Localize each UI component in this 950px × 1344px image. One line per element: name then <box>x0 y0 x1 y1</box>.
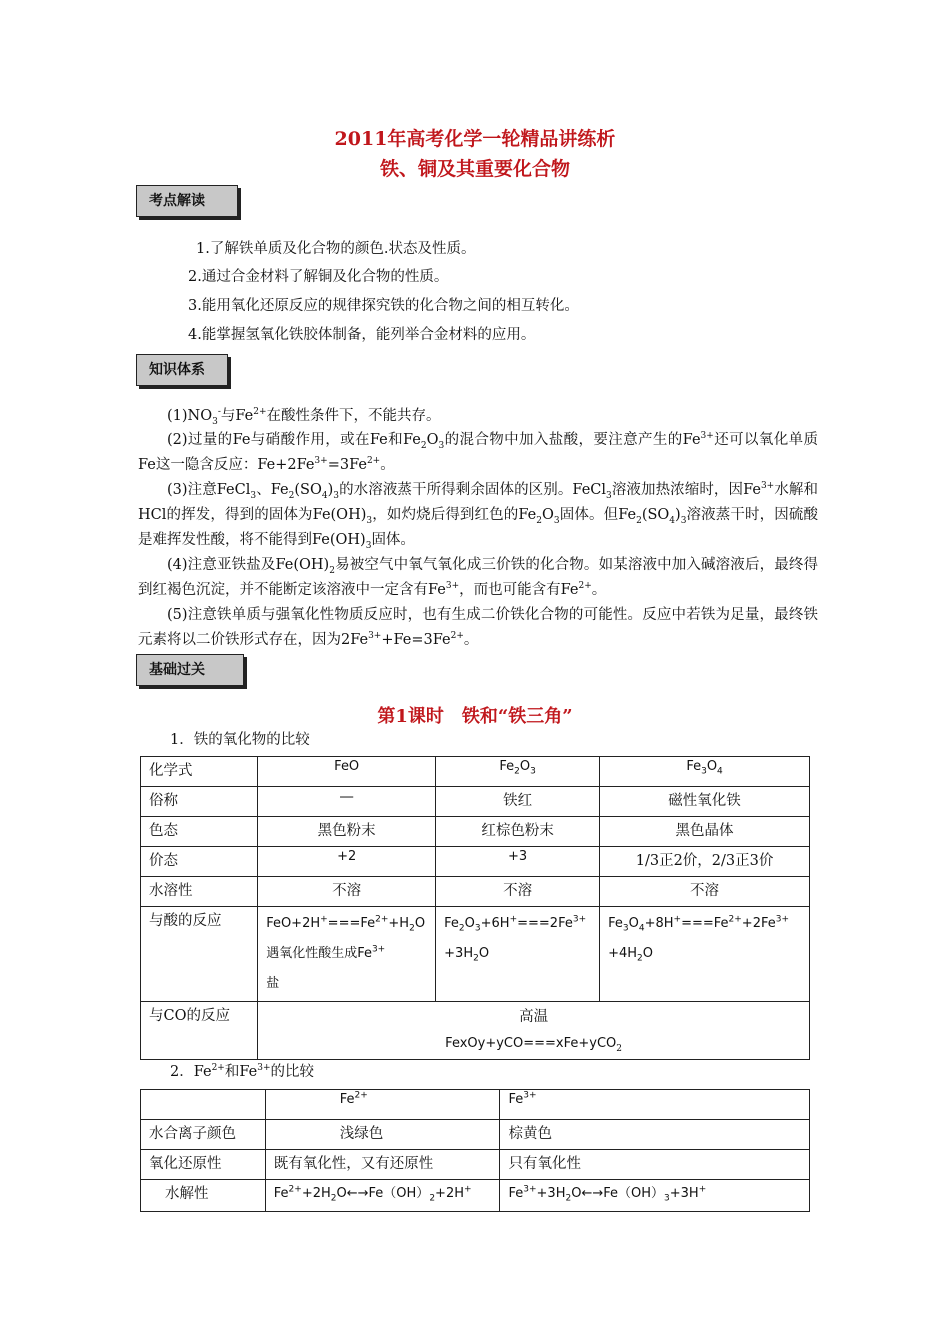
table-cell: $Fe_2O_3+6H^+===2Fe^{3+}$ $+3H_2O$ <box>436 907 600 1002</box>
table-cell: 红棕色粉末 <box>436 817 600 847</box>
table-cell: 与酸的反应 <box>141 907 258 1002</box>
table-row <box>141 847 810 877</box>
table-row <box>141 877 810 907</box>
table1-caption: 1．铁的氧化物的比较 <box>170 732 310 748</box>
objective-2: 2.通过合金材料了解铜及化合物的性质。 <box>188 269 449 285</box>
objective-3: 3.能用氧化还原反应的规律探究铁的化合物之间的相互转化。 <box>188 298 579 314</box>
table-row <box>141 1002 810 1060</box>
table-row <box>141 1090 810 1120</box>
table-row <box>141 1120 810 1150</box>
table-row <box>141 817 810 847</box>
knowledge-item-3: (3)注意FeCl$_3$、$Fe_2(SO_4)_3$的水溶液蒸干所得剩余固体的区别。FeCl$_3$溶液加热浓缩时，因$Fe^{3+}$水解和HCl的挥发，得到的固体为$Fe(OH)_3$，如灼烧后得到红色的$Fe_2O_3$固体。但$Fe_2(SO_4)_3$溶液蒸干时，因硫酸是难挥发性酸，将不能得到$Fe(OH)_3$固体。 <box>138 481 818 551</box>
table-cell: 黑色晶体 <box>600 817 810 847</box>
table-cell: 水解性 <box>141 1180 266 1212</box>
table-cell: $Fe^{2+}+2H_2O\leftarrow\to Fe(OH)_2+2H^+$ <box>265 1180 500 1212</box>
table-cell: 化学式 <box>141 757 258 787</box>
objective-4: 4.能掌握氢氧化铁胶体制备，能列举合金材料的应用。 <box>188 327 536 343</box>
table-row <box>141 907 810 1002</box>
table-cell: 色态 <box>141 817 258 847</box>
section-heading-kaodian: 考点解读 <box>136 185 238 217</box>
iron-oxides-table <box>140 756 810 1060</box>
document-subtitle: 铁、铜及其重要化合物 <box>379 158 570 180</box>
table-cell: 俗称 <box>141 787 258 817</box>
table-cell: 与CO的反应 <box>141 1002 258 1060</box>
objective-1: 1.了解铁单质及化合物的颜色.状态及性质。 <box>196 241 476 257</box>
section-heading-jichu: 基础过关 <box>136 654 244 686</box>
iron-ions-table <box>140 1089 810 1212</box>
table-cell: $Fe^{3+}+3H_2O\leftarrow\to Fe(OH)_3+3H^+$ <box>500 1180 810 1212</box>
table-row <box>141 1180 810 1212</box>
table-cell: 不溶 <box>436 877 600 907</box>
table-cell: 水溶性 <box>141 877 258 907</box>
knowledge-item-4: (4)注意亚铁盐及$Fe(OH)_2$易被空气中氧气氧化成三价铁的化合物。如某溶液中加入碱溶液后，最终得到红褐色沉淀，并不能断定该溶液中一定含有$Fe^{3+}$，而也可能含有$Fe^{2+}$。 <box>138 557 818 598</box>
table-row <box>141 787 810 817</box>
table-cell: $FeO+2H^+===Fe^{2+}+H_2O$ 遇氧化性酸生成$Fe^{3+}$ 盐 <box>258 907 436 1002</box>
table-cell: 不溶 <box>600 877 810 907</box>
table-cell: — <box>258 787 436 817</box>
table-cell: $Fe_3O_4+8H^+===Fe^{2+}+2Fe^{3+}$ $+4H_2O$ <box>600 907 810 1002</box>
table-cell: $Fe_2O_3$ <box>436 757 600 787</box>
table-cell <box>141 1090 266 1120</box>
table2-caption: 2．$Fe^{2+}$和$Fe^{3+}$的比较 <box>170 1063 314 1080</box>
table-cell: $Fe^{2+}$ <box>265 1090 500 1120</box>
table-cell: 高温 FexOy+yCO===xFe+yCO$_2$ <box>258 1002 810 1060</box>
table-cell: 价态 <box>141 847 258 877</box>
table-cell: 氧化还原性 <box>141 1150 266 1180</box>
table-cell: 只有氧化性 <box>500 1150 810 1180</box>
table-cell: $Fe^{3+}$ <box>500 1090 810 1120</box>
table-row <box>141 757 810 787</box>
table-cell: 不溶 <box>258 877 436 907</box>
section-heading-zhishi: 知识体系 <box>136 354 228 386</box>
table-cell: FeO <box>258 757 436 787</box>
table-row <box>141 1150 810 1180</box>
table-cell: 黑色粉末 <box>258 817 436 847</box>
table-cell: 浅绿色 <box>265 1120 500 1150</box>
table-cell: +3 <box>436 847 600 877</box>
knowledge-item-1: $(1)NO_3^-$与$Fe^{2+}$在酸性条件下，不能共存。 <box>167 407 441 427</box>
lesson-title: 第1课时 铁和“铁三角” <box>377 706 573 727</box>
table-cell: 1/3正2价，2/3正3价 <box>600 847 810 877</box>
table-cell: +2 <box>258 847 436 877</box>
table-cell: 棕黄色 <box>500 1120 810 1150</box>
table-cell: 既有氧化性，又有还原性 <box>265 1150 500 1180</box>
table-cell: 水合离子颜色 <box>141 1120 266 1150</box>
table-cell: $Fe_3O_4$ <box>600 757 810 787</box>
table-cell: 铁红 <box>436 787 600 817</box>
document-title: 2011年高考化学一轮精品讲练析 <box>334 128 616 150</box>
knowledge-item-2: (2)过量的Fe与硝酸作用，或在Fe和$Fe_2O_3$的混合物中加入盐酸，要注意产生的$Fe^{3+}$还可以氧化单质Fe这一隐含反应：$Fe+2Fe^{3+}=3Fe^{2+}$。 <box>138 431 819 473</box>
table-cell: 磁性氧化铁 <box>600 787 810 817</box>
knowledge-item-5: (5)注意铁单质与强氧化性物质反应时，也有生成二价铁化合物的可能性。反应中若铁为足量，最终铁元素将以二价铁形式存在，因为$2Fe^{3+}+Fe=3Fe^{2+}$。 <box>138 607 818 648</box>
